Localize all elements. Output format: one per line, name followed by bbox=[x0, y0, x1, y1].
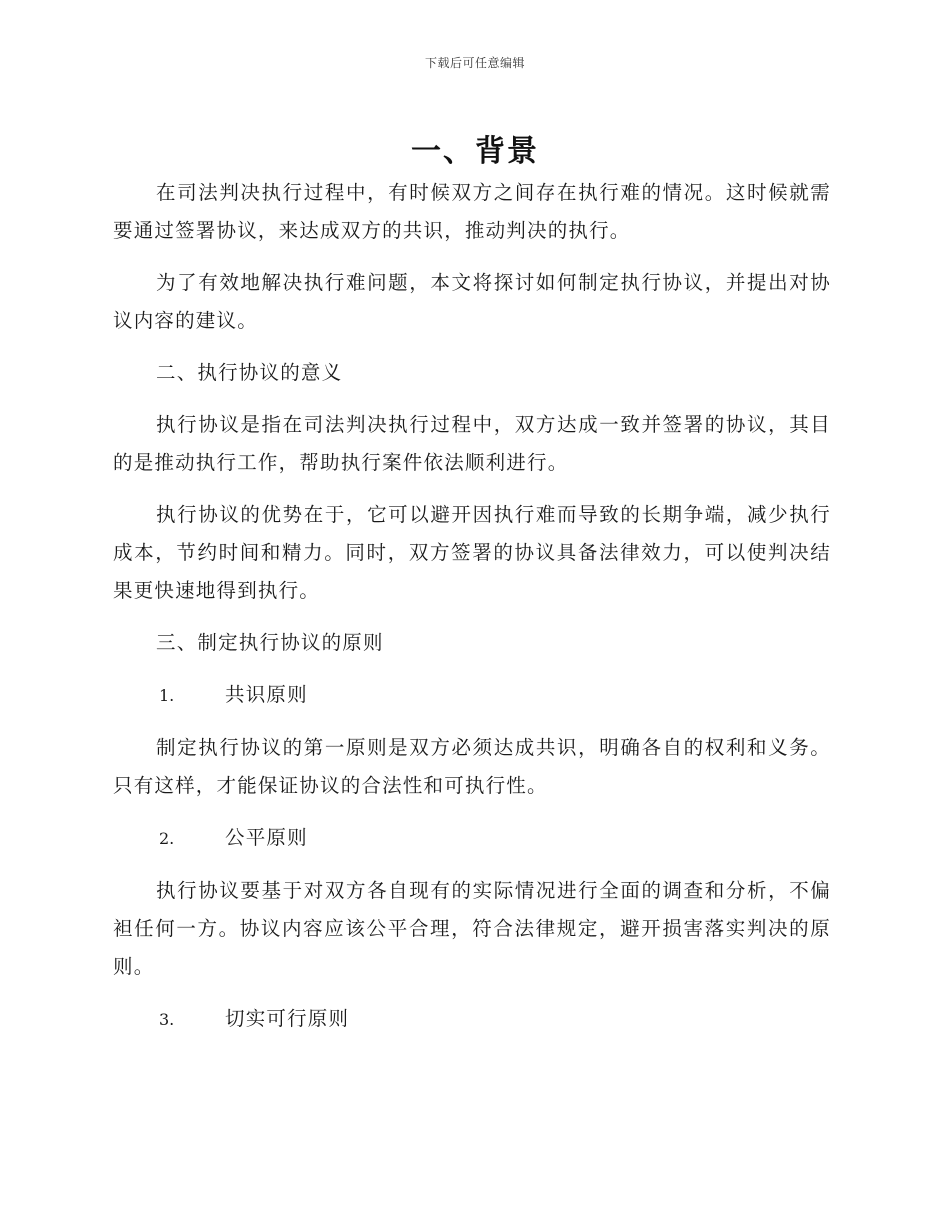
section-heading-principles: 三、制定执行协议的原则 bbox=[156, 631, 384, 654]
page-title: 一、背景 bbox=[411, 134, 539, 169]
list-item-number: 2. bbox=[159, 829, 175, 848]
document-body bbox=[113, 174, 831, 1053]
list-item-principle-3 bbox=[113, 1000, 831, 1039]
list-item-label: 公平原则 bbox=[225, 826, 308, 849]
page-header: 下载后可任意编辑 bbox=[424, 56, 525, 70]
list-item-number: 1. bbox=[159, 686, 175, 705]
paragraph-significance-2: 执行协议的优势在于，它可以避开因执行难而导致的长期争端，减少执行成本，节约时间和精力。同时，双方签署的协议具备法律效力，可以使判决结果更快速地得到执行。 bbox=[113, 503, 831, 602]
list-item-number: 3. bbox=[159, 1010, 175, 1029]
list-item-label: 切实可行原则 bbox=[225, 1007, 350, 1030]
paragraph-significance-1: 执行协议是指在司法判决执行过程中，双方达成一致并签署的协议，其目的是推动执行工作，帮助执行案件依法顺利进行。 bbox=[113, 413, 831, 474]
list-item-principle-2 bbox=[113, 819, 831, 858]
paragraph-principle-2: 执行协议要基于对双方各自现有的实际情况进行全面的调查和分析，不偏袒任何一方。协议内容应该公平合理，符合法律规定，避开损害落实判决的原则。 bbox=[113, 879, 831, 978]
paragraph-background-2: 为了有效地解决执行难问题，本文将探讨如何制定执行协议，并提出对协议内容的建议。 bbox=[113, 271, 831, 332]
paragraph-principle-1: 制定执行协议的第一原则是双方必须达成共识，明确各自的权利和义务。只有这样，才能保证协议的合法性和可执行性。 bbox=[113, 736, 831, 797]
section-heading-significance: 二、执行协议的意义 bbox=[156, 361, 343, 384]
list-item-principle-1 bbox=[113, 676, 831, 715]
paragraph-background-1: 在司法判决执行过程中，有时候双方之间存在执行难的情况。这时候就需要通过签署协议，来达成双方的共识，推动判决的执行。 bbox=[113, 181, 831, 242]
list-item-label: 共识原则 bbox=[225, 683, 308, 706]
